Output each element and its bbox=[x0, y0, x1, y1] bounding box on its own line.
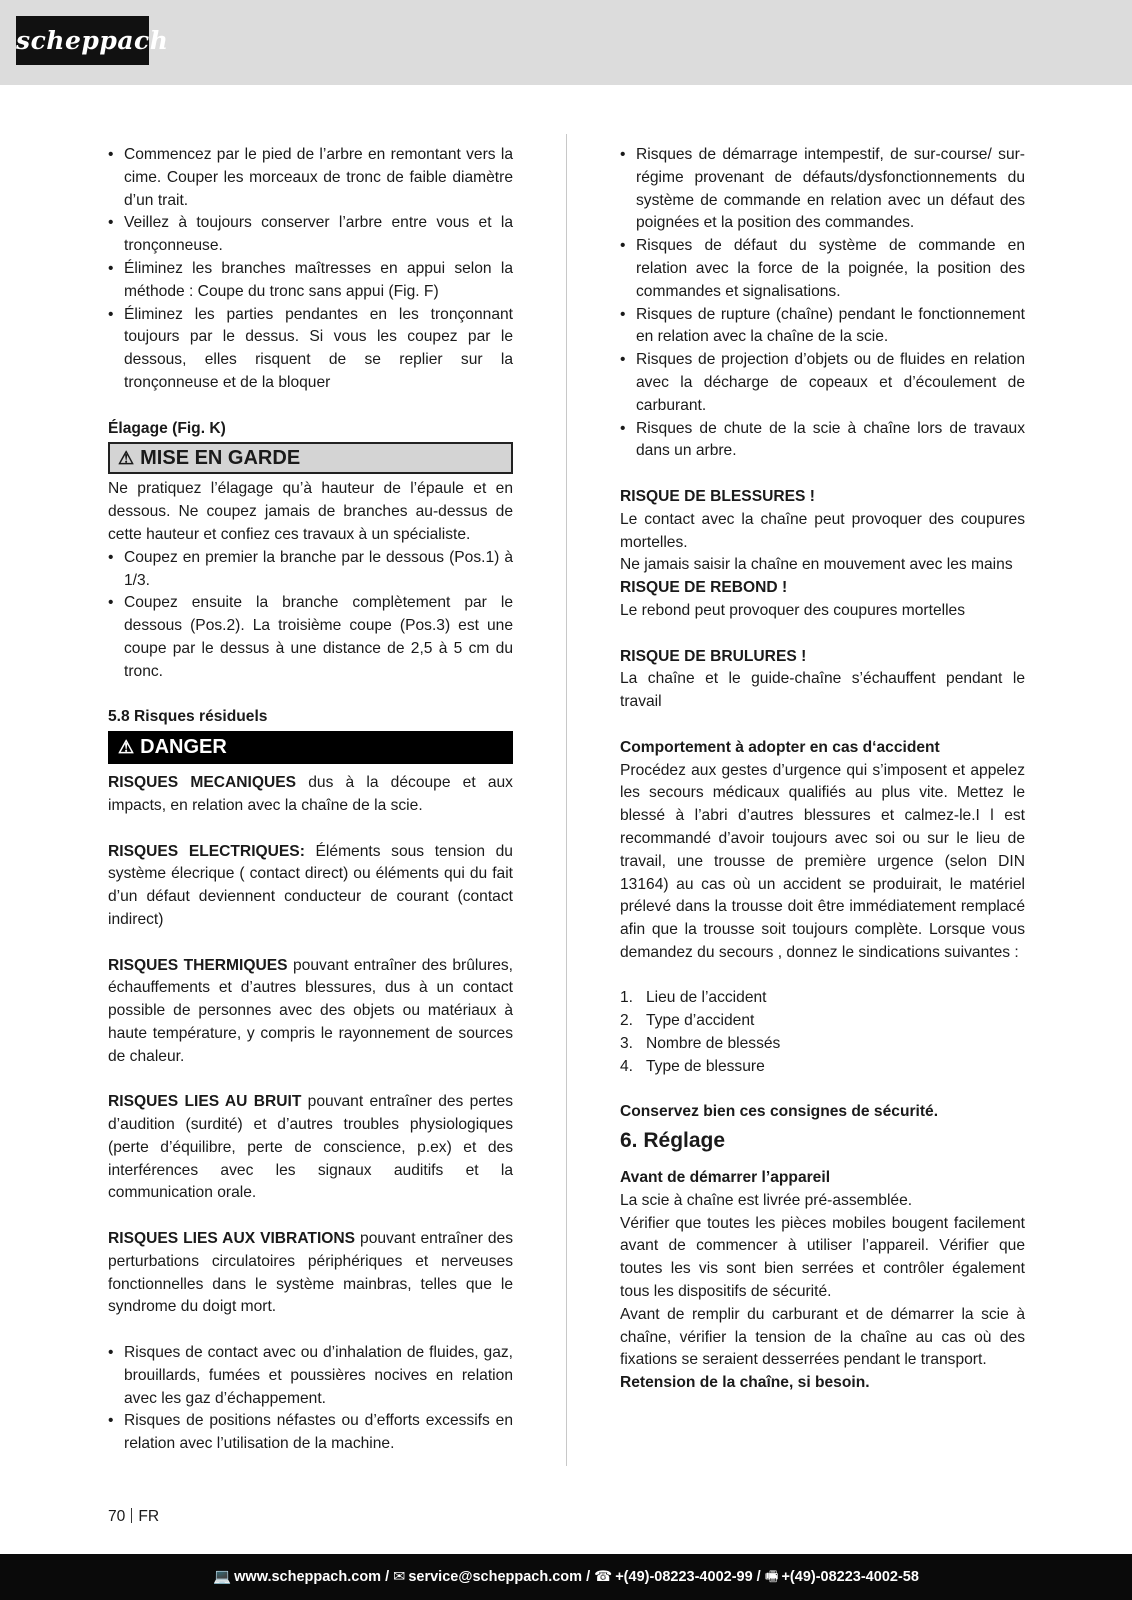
accident-info-list bbox=[620, 987, 1025, 1078]
elagage-text: Ne pratiquez l’élagage qu’à hauteur de l’épaule et en dessous. Ne coupez jamais de branches au-dessus de cette hauteur et confiez ces travaux à un spécialiste. bbox=[108, 480, 513, 543]
risk-text: dus à la découpe et aux impacts, en relation avec la chaîne de la scie. bbox=[108, 774, 513, 814]
section-title: 6. Réglage bbox=[620, 1129, 726, 1153]
burn-risk-heading: RISQUE DE BRULURES ! bbox=[620, 647, 807, 665]
retension-text: Retension de la chaîne, si besoin. bbox=[620, 1374, 870, 1392]
risk-term: RISQUES LIES AUX VIBRATIONS bbox=[108, 1230, 356, 1248]
felling-bullet-list bbox=[108, 144, 513, 395]
risk-term: RISQUES MECANIQUES bbox=[108, 774, 297, 792]
before-start-heading: Avant de démarrer l’appareil bbox=[620, 1169, 831, 1187]
list-item: • Commencez par le pied de l’arbre en remontant vers la cime. Couper les morceaux de tronc de faible diamètre d’un trait. bbox=[108, 144, 513, 212]
warning-banner bbox=[108, 442, 513, 474]
injury-risk-text: Ne jamais saisir la chaîne en mouvement avec les mains bbox=[620, 556, 1013, 574]
accident-text: Procédez aux gestes d’urgence qui s’imposent et appelez les secours médicaux qualifiés au plus vite. Mettez le blessé à l’abri d’autres blessures et calmez-le.I l est recommandé d’avoir toujours avec soi ou sur le lieu de travail, une trousse de première urgence (selon DIN 13164) au cas où un accident se produirait, le matériel prélevé dans la trousse doit être immédiatement remplacé afin que la trousse soit toujours complète. Lorsque vous demandez du secours , donnez le sindications suivantes : bbox=[620, 761, 1025, 961]
before-start-text: Vérifier que toutes les pièces mobiles bougent facilement avant de commencer à utiliser l’appareil. Vérifier que toutes les vis sont bien serrées et contrôler également tous les dispositifs de sécurité. bbox=[620, 1214, 1025, 1301]
danger-banner bbox=[108, 731, 513, 764]
brand-logo: scheppach bbox=[16, 16, 149, 65]
page-header bbox=[0, 0, 1132, 85]
risk-text: pouvant entraîner des brûlures, échauffements et d’autres blessures, dus à un contact possible de personnes avec des objets ou matériaux à haute température, y compris le rayonnement de sources de chaleur. bbox=[108, 956, 513, 1065]
residual-risks-heading: 5.8 Risques résiduels bbox=[108, 708, 268, 726]
list-item: • Risques de démarrage intempestif, de sur-course/ sur-régime provenant de défauts/dysfonctionnements du système de commande en relation avec un défaut des poignées et la position des commandes. bbox=[620, 144, 1025, 235]
accident-heading: Comportement à adopter en cas d‘accident bbox=[620, 738, 940, 756]
warning-triangle-icon: ⚠ bbox=[118, 737, 135, 758]
list-item: • Risques de positions néfastes ou d’efforts excessifs en relation avec l’utilisation de la machine. bbox=[108, 1410, 513, 1456]
language-code: FR bbox=[138, 1508, 160, 1525]
list-item: • Veillez à toujours conserver l’arbre entre vous et la tronçonneuse. bbox=[108, 212, 513, 258]
contact-footer bbox=[0, 1554, 1132, 1600]
injury-risk-text: Le contact avec la chaîne peut provoquer des coupures mortelles. bbox=[620, 510, 1025, 551]
page-number bbox=[108, 1507, 159, 1527]
list-item: • Risques de chute de la scie à chaîne lors de travaux dans un arbre. bbox=[620, 418, 1025, 464]
list-item: • Éliminez les parties pendantes en les tronçonnant toujours par le dessus. Si vous les coupez par le dessous, elles risquent de se replier sur la tronçonneuse et de la bloquer bbox=[108, 304, 513, 395]
before-start-text: La scie à chaîne est livrée pré-assemblée. bbox=[620, 1191, 913, 1209]
list-item: • Coupez ensuite la branche complètement par le dessous (Pos.2). La troisième coupe (Pos.3) est une coupe par le dessus à une distance de 2,5 à 5 cm du tronc. bbox=[108, 592, 513, 683]
burn-risk-text: La chaîne et le guide-chaîne s’échauffent pendant le travail bbox=[620, 670, 1025, 711]
column-divider bbox=[566, 134, 567, 1466]
list-item: • Éliminez les branches maîtresses en appui selon la méthode : Coupe du tronc sans appui (Fig. F) bbox=[108, 258, 513, 304]
risk-term: RISQUES ELECTRIQUES: bbox=[108, 842, 305, 860]
risk-text: pouvant entraîner des perturbations circulatoires périphériques et nerveuses fonctionnelles dans le système mainbras, telles que le syndrome du doigt mort. bbox=[108, 1230, 513, 1316]
right-column bbox=[620, 144, 1025, 1395]
list-item: • Coupez en premier la branche par le dessous (Pos.1) à 1/3. bbox=[108, 547, 513, 593]
risk-paragraph bbox=[108, 955, 513, 1069]
risk-term: RISQUES LIES AU BRUIT bbox=[108, 1093, 302, 1111]
warning-label: MISE EN GARDE bbox=[140, 447, 301, 470]
risks-bullet-list bbox=[108, 1342, 513, 1456]
website-link[interactable]: www.scheppach.com / bbox=[234, 1569, 390, 1585]
list-item: 4. Type de blessure bbox=[620, 1057, 765, 1075]
computer-icon: 💻 bbox=[213, 1569, 232, 1585]
kickback-risk-heading: RISQUE DE REBOND ! bbox=[620, 579, 788, 597]
risk-paragraph bbox=[108, 1091, 513, 1205]
list-item: • Risques de projection d’objets ou de fluides en relation avec la décharge de copeaux et d’écoulement de carburant. bbox=[620, 349, 1025, 417]
risks-continued-list bbox=[620, 144, 1025, 463]
page-number-value: 70 bbox=[108, 1508, 126, 1525]
danger-label: DANGER bbox=[140, 736, 227, 759]
risk-text: Éléments sous tension du système élecrique ( contact direct) ou éléments qui du fait d’un défaut deviennent conducteur de courant (contact indirect) bbox=[108, 842, 513, 928]
email-link[interactable]: service@scheppach.com / bbox=[408, 1569, 591, 1585]
elagage-heading: Élagage (Fig. K) bbox=[108, 419, 226, 437]
mail-icon: ✉ bbox=[393, 1569, 406, 1585]
phone-number: +(49)-08223-4002-99 / bbox=[615, 1569, 761, 1585]
kickback-risk-text: Le rebond peut provoquer des coupures mortelles bbox=[620, 601, 966, 619]
fax-icon: 🖷 bbox=[764, 1569, 779, 1585]
list-item: 3. Nombre de blessés bbox=[620, 1035, 781, 1053]
before-start-text: Avant de remplir du carburant et de démarrer la scie à chaîne, vérifier la tension de la chaîne au cas où des fixations se seraient desserrées pendant le transport. bbox=[620, 1305, 1025, 1369]
fax-number: +(49)-08223-4002-58 bbox=[781, 1569, 919, 1585]
elagage-bullet-list bbox=[108, 547, 513, 684]
risk-paragraph bbox=[108, 1228, 513, 1319]
risk-paragraph bbox=[108, 841, 513, 932]
list-item: • Risques de rupture (chaîne) pendant le fonctionnement en relation avec la chaîne de la scie. bbox=[620, 304, 1025, 350]
list-item: • Risques de contact avec ou d’inhalation de fluides, gaz, brouillards, fumées et poussières nocives en relation avec les gaz d’échappement. bbox=[108, 1342, 513, 1410]
risk-paragraph bbox=[108, 772, 513, 818]
injury-risk-heading: RISQUE DE BLESSURES ! bbox=[620, 487, 815, 505]
warning-triangle-icon: ⚠ bbox=[118, 448, 135, 469]
list-item: 1. Lieu de l’accident bbox=[620, 989, 767, 1007]
list-item: • Risques de défaut du système de commande en relation avec la force de la poignée, la position des commandes et signalisations. bbox=[620, 235, 1025, 303]
list-item: 2. Type d’accident bbox=[620, 1012, 755, 1030]
phone-icon: ☎ bbox=[594, 1569, 613, 1585]
left-column bbox=[108, 144, 513, 1456]
risk-term: RISQUES THERMIQUES bbox=[108, 956, 288, 974]
risk-text: pouvant entraîner des pertes d’audition (surdité) et d’autres troubles physiologiques (perte d’équilibre, perte de conscience, p.ex) et des interférences avec les signaux auditifs et la communication orale. bbox=[108, 1093, 514, 1202]
keep-instructions-text: Conservez bien ces consignes de sécurité. bbox=[620, 1103, 939, 1121]
